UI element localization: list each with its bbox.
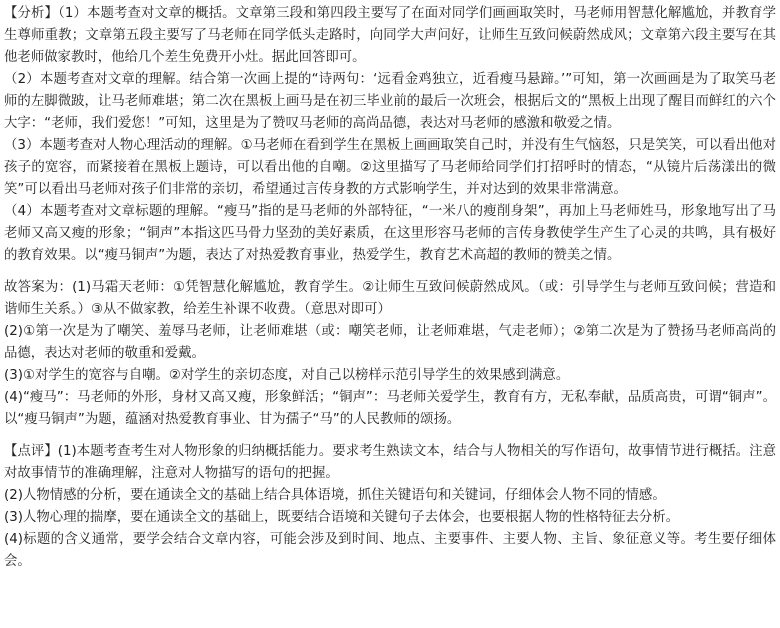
answer-paragraph-3: (3)①对学生的宽容与自嘲。②对学生的亲切态度，对自己以榜样示范引导学生的效果感到满意。 — [4, 368, 570, 383]
answer-paragraph-2: (2)①第一次是为了嘲笑、羞辱马老师，让老师难堪（或：嘲笑老师，让老师难堪，气走老师）；②第二次是为了赞扬马老师高尚的品德，表达对老师的敬重和爱戴。 — [4, 324, 776, 361]
comment-section — [4, 441, 776, 573]
comment-paragraph-4: (4)标题的含义通常，要学会结合文章内容，可能会涉及到时间、地点、主要事件、主要人物、主旨、象征意义等。考生要仔细体会。 — [4, 532, 776, 569]
comment-paragraph-3: (3)人物心理的揣摩，要在通读全文的基础上，既要结合语境和关键句子去体会，也要根据人物的性格特征去分析。 — [4, 510, 680, 525]
analysis-paragraph-4: （4）本题考查对文章标题的理解。“瘦马”指的是马老师的外部特征，“一米八的瘦削身架”，再加上马老师姓马，形象地写出了马老师又高又瘦的形象；“铜声”本指这匹马骨力坚劲的美好素质，在这里形容马老师的言传身教使学生产生了心灵的共鸣，具有极好的教育效果。以“瘦马铜声”为题，表达了对热爱教育事业，热爱学生，教育艺术高超的教师的赞美之情。 — [4, 204, 776, 263]
analysis-section — [4, 3, 776, 267]
answer-section — [4, 277, 776, 431]
comment-paragraph-2: (2)人物情感的分析，要在通读全文的基础上结合具体语境，抓住关键语句和关键词，仔细体会人物不同的情感。 — [4, 488, 666, 503]
answer-paragraph-4: (4)“瘦马”：马老师的外形，身材又高又瘦，形象鲜活；“铜声”：马老师关爱学生，教育有方，无私奉献，品质高贵，可谓“铜声”。以“瘦马铜声”为题，蕴涵对热爱教育事业、甘为孺子“马”的人民教师的颂扬。 — [4, 390, 776, 427]
section-gap — [4, 431, 776, 441]
comment-paragraph-1: 【点评】(1)本题考查考生对人物形象的归纳概括能力。要求考生熟读文本，结合与人物相关的写作语句，故事情节进行概括。注意对故事情节的准确理解，注意对人物描写的语句的把握。 — [4, 444, 776, 481]
section-gap — [4, 267, 776, 277]
answer-paragraph-1: 故答案为：(1)马霜天老师：①凭智慧化解尴尬，教育学生。②让师生互致问候蔚然成风。（或：引导学生与老师互致问候；营造和谐师生关系。）③从不做家教，给差生补课不收费。（意思对即可） — [4, 280, 776, 317]
analysis-paragraph-1: 【分析】（1）本题考查对文章的概括。文章第三段和第四段主要写了在面对同学们画画取笑时，马老师用智慧化解尴尬，并教育学生尊师重教；文章第五段主要写了马老师在同学低头走路时，向同学大声问好，让师生互致问候蔚然成风；文章第六段主要写在其他老师做家教时，他给几个差生免费开小灶。据此回答即可。 — [4, 6, 776, 65]
analysis-paragraph-2: （2）本题考查对文章的理解。结合第一次画上提的“诗两句：‘远看金鸡独立，近看瘦马悬蹄。’”可知，第一次画画是为了取笑马老师的左脚微跛，让马老师难堪；第二次在黑板上画马是在初三毕业前的最后一次班会，根据后文的“黑板上出现了醒目而鲜红的六个大字：“老师，我们爱您！”可知，这里是为了赞叹马老师的高尚品德，表达对马老师的感激和敬爱之情。 — [4, 72, 776, 131]
analysis-paragraph-3: （3）本题考查对人物心理活动的理解。①马老师在看到学生在黑板上画画取笑自己时，并没有生气恼怒，只是笑笑，可以看出他对孩子的宽容，而紧接着在黑板上题诗，可以看出他的自嘲。②这里描写了马老师给同学们打招呼时的情态，“从镜片后荡漾出的微笑”可以看出马老师对孩子们非常的亲切，希望通过言传身教的方式影响学生，并对达到的效果非常满意。 — [4, 138, 776, 197]
